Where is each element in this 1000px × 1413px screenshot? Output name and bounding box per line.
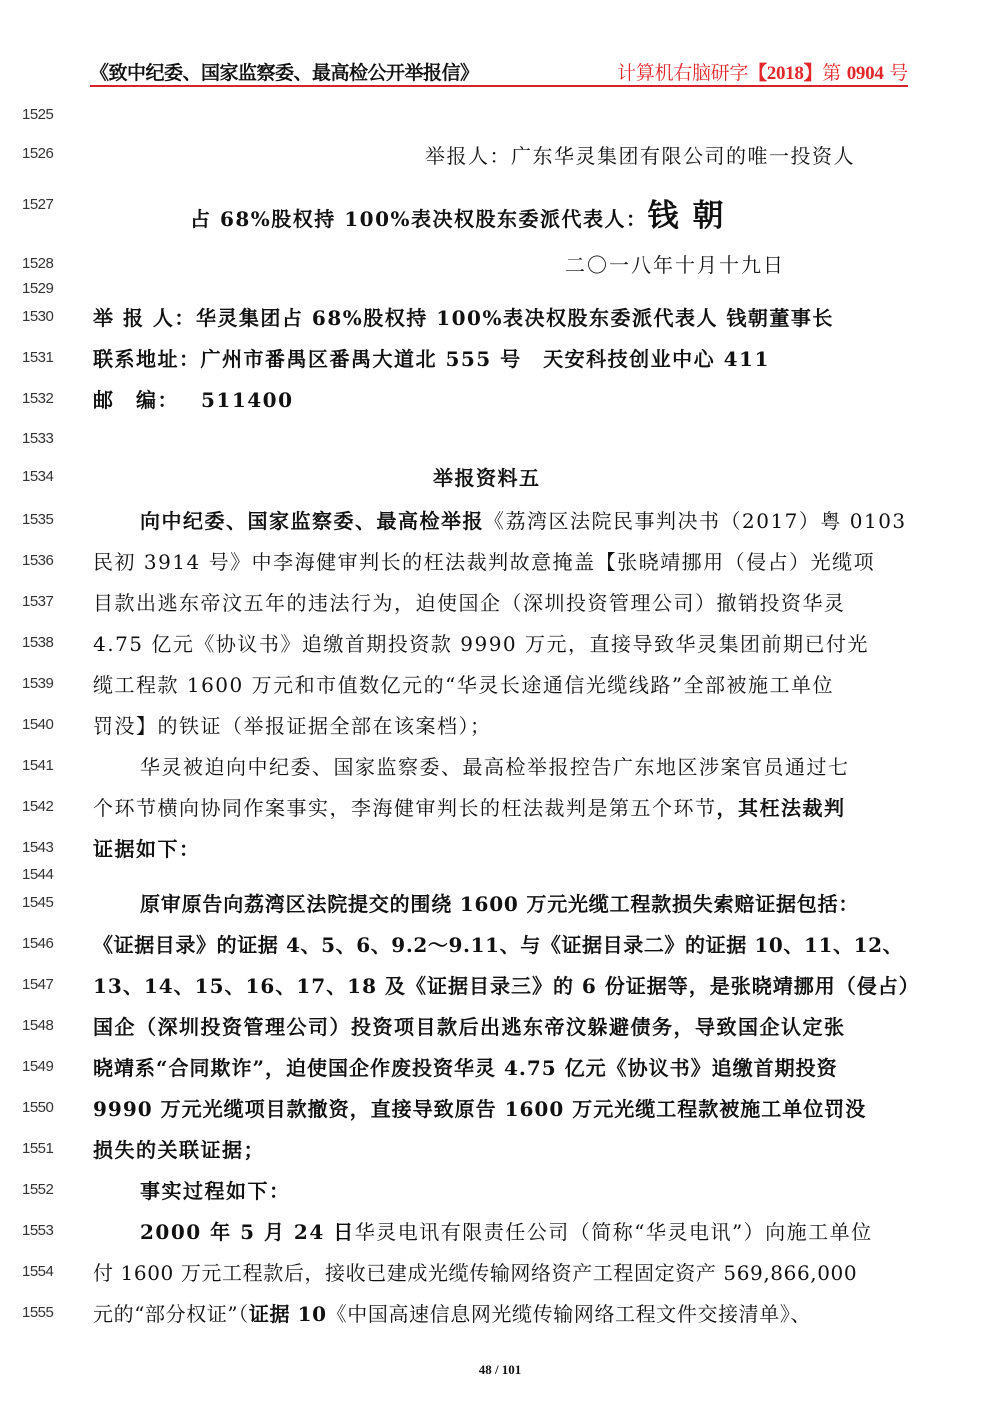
line-number: 1550 (22, 1099, 54, 1116)
section-title: 举报资料五 (433, 466, 541, 490)
doc-number: 0904 (846, 63, 884, 84)
line-number: 1526 (22, 145, 54, 162)
body-line-1550: 9990 万元光缆项目款撤资，直接导致原告 1600 万元光缆工程款被施工单位罚没 (93, 1097, 867, 1121)
body-line-1549: 晓靖系“合同欺诈”，迫使国企作废投资华灵 4.75 亿元《协议书》追缴首期投资 (93, 1056, 838, 1080)
page-header (90, 58, 908, 84)
document-number (617, 58, 908, 85)
signature-name: 钱朝 (647, 198, 738, 234)
line-number: 1525 (22, 106, 54, 123)
reporter-value: 华灵集团占 68%股权持 100%表决权股东委派代表人 钱朝董事长 (195, 306, 834, 330)
reporter-label: 举 报 人： (93, 306, 196, 330)
line-number: 1527 (22, 196, 54, 213)
line-number: 1530 (22, 308, 54, 325)
line-number: 1533 (22, 430, 54, 447)
line-number: 1546 (22, 935, 54, 952)
body-line-1540: 罚没】的铁证（举报证据全部在该案档）； (93, 714, 492, 738)
address-value: 广州市番禺区番禺大道北 555 号 天安科技创业中心 411 (200, 347, 770, 371)
signature-representative-line (190, 190, 738, 235)
body-run: 元的“部分权证”（ (93, 1302, 249, 1326)
line-number: 1552 (22, 1181, 54, 1198)
postcode-value: 511400 (201, 388, 294, 412)
body-line-1546: 《证据目录》的证据 4、5、6、9.2～9.11、与《证据目录二》的证据 10、11、12、 (93, 933, 904, 957)
body-line-1555 (93, 1298, 811, 1327)
postcode-label: 邮 编： (93, 388, 179, 412)
body-line-1548: 国企（深圳投资管理公司）投资项目款后出逃东帝汶躲避债务，导致国企认定张 (93, 1015, 846, 1039)
body-run: 《荔湾区法院民事判决书（2017）粤 0103 (484, 509, 907, 533)
doc-prefix: 计算机右脑研字 (617, 62, 749, 84)
line-number: 1554 (22, 1263, 54, 1280)
header-title: 《致中纪委、国家监察委、最高检公开举报信》 (90, 62, 479, 84)
line-number: 1531 (22, 349, 54, 366)
line-number: 1541 (22, 757, 54, 774)
body-line-1553 (140, 1216, 873, 1245)
contact-postcode (93, 384, 294, 413)
line-number: 1536 (22, 552, 54, 569)
line-number: 1553 (22, 1222, 54, 1239)
line-number: 1538 (22, 634, 54, 651)
line-number: 1539 (22, 675, 54, 692)
line-number: 1537 (22, 593, 54, 610)
body-bold-run: 证据 10 (248, 1302, 327, 1326)
line-number: 1545 (22, 894, 54, 911)
body-line-1537: 目款出逃东帝汶五年的违法行为，迫使国企（深圳投资管理公司）撤销投资华灵 (93, 591, 846, 615)
body-line-1547: 13、14、15、16、17、18 及《证据目录三》的 6 份证据等，是张晓靖挪用（侵占） (93, 974, 920, 998)
body-bold-run: 2000 年 5 月 24 日 (140, 1220, 355, 1244)
body-line-1541: 华灵被迫向中纪委、国家监察委、最高检举报控告广东地区涉案官员通过七 (140, 755, 850, 779)
line-number: 1528 (22, 255, 54, 272)
header-divider (90, 85, 908, 87)
body-line-1542 (93, 792, 846, 821)
body-line-1535 (140, 505, 907, 534)
body-line-1545: 原审原告向荔湾区法院提交的围绕 1600 万元光缆工程款损失索赔证据包括： (140, 892, 860, 916)
line-number: 1547 (22, 976, 54, 993)
line-number: 1535 (22, 511, 54, 528)
line-number: 1542 (22, 798, 54, 815)
doc-year: 【2018】 (748, 63, 823, 84)
line-number: 1540 (22, 716, 54, 733)
signature-reporter-line: 举报人：广东华灵集团有限公司的唯一投资人 (425, 144, 855, 168)
line-number: 1551 (22, 1140, 54, 1157)
body-line-1552: 事实过程如下： (140, 1179, 291, 1203)
body-line-1554: 付 1600 万元工程款后，接收已建成光缆传输网络资产工程固定资产 569,866,000 (93, 1261, 858, 1285)
line-number: 1555 (22, 1304, 54, 1321)
line-number: 1549 (22, 1058, 54, 1075)
doc-suffix: 号 (883, 62, 908, 84)
body-line-1539: 缆工程款 1600 万元和市值数亿元的“华灵长途通信光缆线路”全部被施工单位 (93, 673, 835, 697)
contact-address (93, 343, 770, 372)
line-number: 1534 (22, 468, 54, 485)
representative-label: 占 68%股权持 100%表决权股东委派代表人： (190, 207, 648, 231)
body-line-1536: 民初 3914 号》中李海健审判长的枉法裁判故意掩盖【张晓靖挪用（侵占）光缆项 (93, 550, 876, 574)
address-label: 联系地址： (93, 347, 201, 371)
body-line-1551: 损失的关联证据； (93, 1138, 265, 1162)
body-line-1543: 证据如下： (93, 837, 201, 861)
body-bold-run: ，其枉法裁判 (716, 796, 846, 820)
line-number: 1548 (22, 1017, 54, 1034)
body-run: 《中国高速信息网光缆传输网络工程文件交接清单》、 (326, 1302, 812, 1326)
line-number: 1529 (22, 280, 54, 297)
doc-mid: 第 (822, 62, 847, 84)
body-bold-run: 向中纪委、国家监察委、最高检举报 (140, 509, 484, 533)
body-run: 华灵电讯有限责任公司（简称“华灵电讯”）向施工单位 (354, 1220, 873, 1244)
page-number: 48 / 101 (478, 1362, 522, 1377)
line-number: 1544 (22, 866, 54, 883)
body-run: 个环节横向协同作案事实，李海健审判长的枉法裁判是第五个环节 (93, 796, 717, 820)
line-number: 1532 (22, 390, 54, 407)
line-number: 1543 (22, 839, 54, 856)
body-line-1538: 4.75 亿元《协议书》追缴首期投资款 9990 万元，直接导致华灵集团前期已付光 (93, 632, 870, 656)
contact-reporter (93, 302, 834, 331)
signature-date: 二〇一八年十月十九日 (565, 253, 785, 277)
